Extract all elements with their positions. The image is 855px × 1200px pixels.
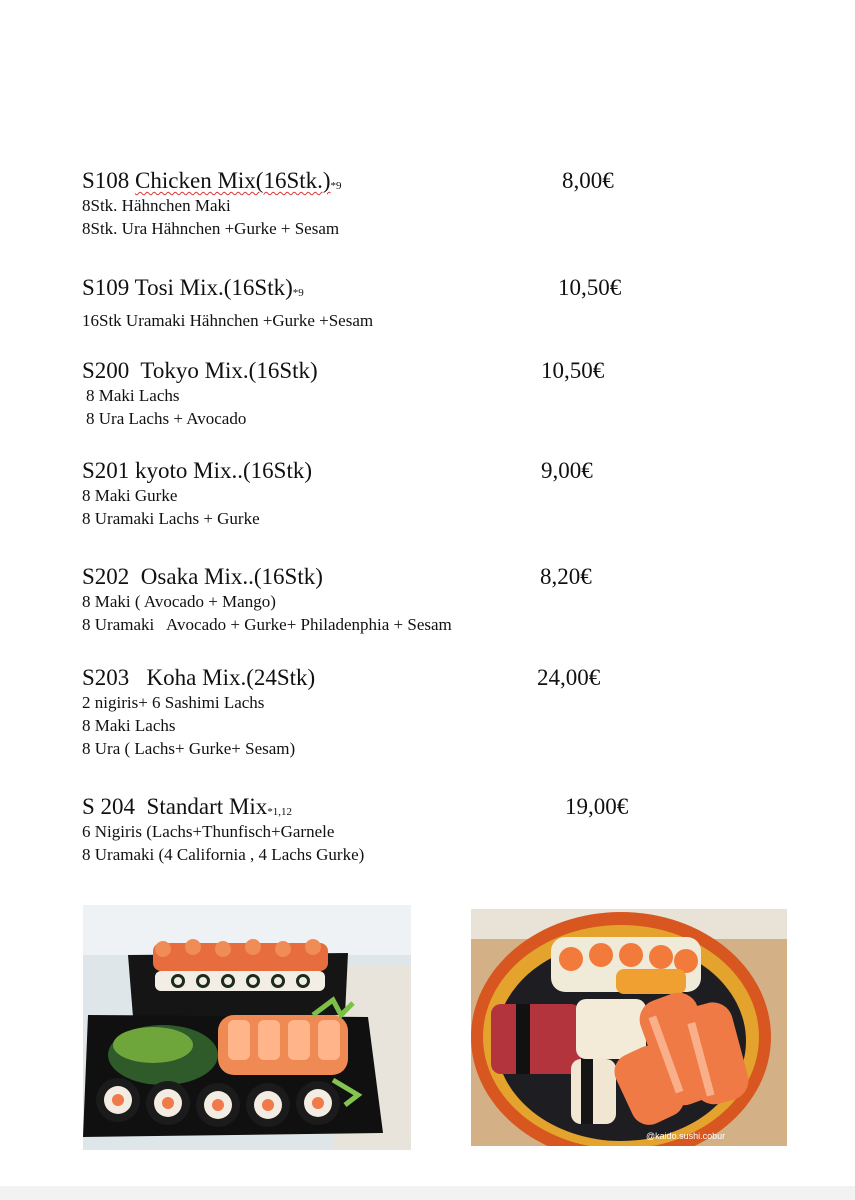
item-price: 10,50€: [541, 358, 605, 383]
sushi-plate-photo: [471, 909, 787, 1146]
item-note: *9: [292, 287, 304, 299]
item-title: S200 Tokyo Mix.(16Stk): [82, 358, 318, 383]
item-name: kyoto Mix..(16Stk): [135, 458, 313, 483]
item-line: 8Stk. Ura Hähnchen +Gurke + Sesam: [82, 219, 340, 238]
item-name: Tokyo Mix.(16Stk): [140, 358, 318, 383]
menu-item-s108: [82, 168, 722, 240]
item-price: 8,00€: [562, 168, 614, 193]
watermark-text: @kaido.sushi.cobur: [646, 1131, 726, 1141]
page-footer-band: [0, 1186, 855, 1200]
sushi-box-illustration: [83, 905, 411, 1150]
menu-item-s204: [82, 794, 722, 866]
item-line: 8 Uramaki Avocado + Gurke+ Philadenphia + Sesam: [82, 615, 452, 634]
item-title: S 204 Standart Mix*1,12: [82, 794, 293, 819]
item-title: S201 kyoto Mix..(16Stk): [82, 458, 313, 483]
item-note: *9: [330, 180, 342, 192]
item-name: Osaka Mix..(16Stk): [140, 564, 323, 589]
item-line: 8 Maki Gurke: [82, 486, 178, 505]
item-price: 24,00€: [537, 665, 601, 690]
item-price: 9,00€: [541, 458, 593, 483]
item-name: Standart Mix: [146, 794, 268, 819]
menu-item-s200: [82, 358, 722, 430]
item-line: 8 Ura Lachs + Avocado: [86, 409, 247, 428]
menu-item-s201: [82, 458, 722, 530]
item-line: 8 Ura ( Lachs+ Gurke+ Sesam): [82, 739, 296, 758]
item-line: 2 nigiris+ 6 Sashimi Lachs: [82, 693, 265, 712]
item-line: 8Stk. Hähnchen Maki: [82, 196, 231, 215]
sushi-plate-illustration: [471, 909, 787, 1146]
item-title: S108 Chicken Mix(16Stk.)*9: [82, 168, 342, 193]
item-price: 8,20€: [540, 564, 592, 589]
item-note: *1,12: [267, 806, 293, 818]
item-line: 8 Maki ( Avocado + Mango): [82, 592, 276, 611]
item-price: 19,00€: [565, 794, 629, 819]
menu-item-s203: [82, 665, 722, 760]
item-name: Chicken Mix(16Stk.): [135, 168, 331, 193]
menu-item-s202: [82, 564, 722, 636]
item-name: Tosi Mix.(16Stk): [134, 275, 293, 300]
item-line: 8 Uramaki (4 California , 4 Lachs Gurke): [82, 845, 365, 864]
item-line: 6 Nigiris (Lachs+Thunfisch+Garnele: [82, 822, 335, 841]
menu-item-s109: [82, 275, 722, 332]
item-line: 8 Maki Lachs: [86, 386, 180, 405]
item-line: 16Stk Uramaki Hähnchen +Gurke +Sesam: [82, 311, 374, 330]
item-name: Koha Mix.(24Stk): [146, 665, 316, 690]
item-title: S109 Tosi Mix.(16Stk)*9: [82, 275, 304, 300]
item-title: S202 Osaka Mix..(16Stk): [82, 564, 323, 589]
item-title: S203 Koha Mix.(24Stk): [82, 665, 316, 690]
sushi-box-photo: [83, 905, 411, 1150]
item-price: 10,50€: [558, 275, 622, 300]
item-line: 8 Maki Lachs: [82, 716, 176, 735]
item-line: 8 Uramaki Lachs + Gurke: [82, 509, 260, 528]
